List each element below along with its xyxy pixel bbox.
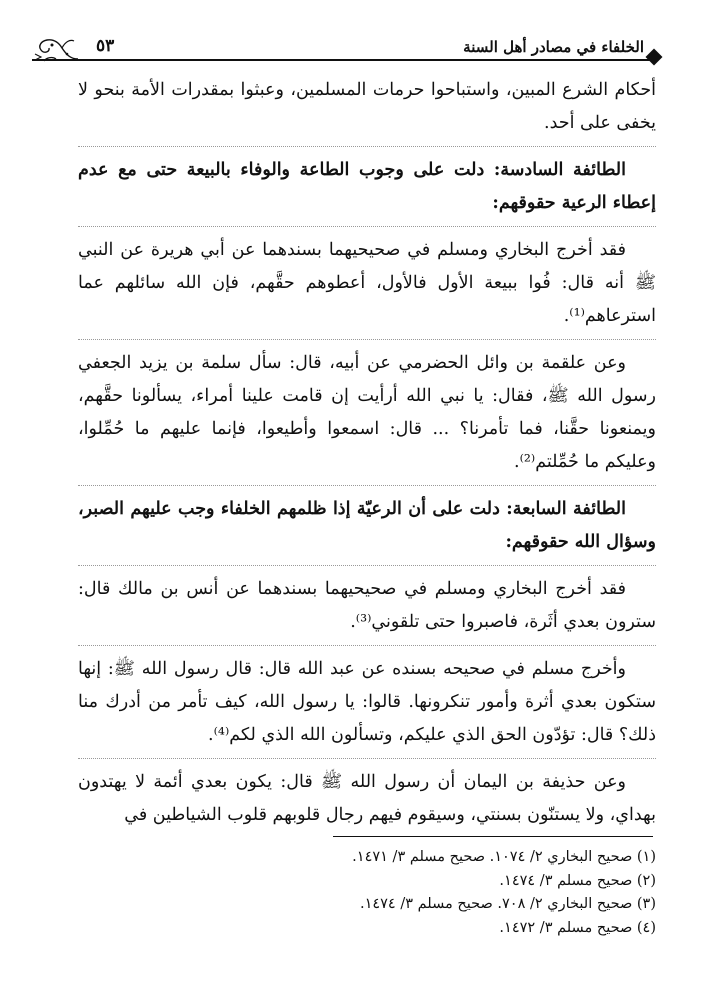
running-title: الخلفاء في مصادر أهل السنة [463,38,644,56]
paragraph-divider [78,226,656,227]
paragraph-divider [78,758,656,759]
header-rule [32,59,650,61]
paragraph-divider [78,485,656,486]
paragraph-divider [78,565,656,566]
section-heading-seven: الطائفة السابعة: دلت على أن الرعيّة إذا ظلمهم الخلفاء وجب عليهم الصبر، وسؤال الله حقوقهم: [78,499,656,552]
footnote: (٤) صحيح مسلم ٣/ ١٤٧٢. [499,919,656,936]
paragraph: وعن حذيفة بن اليمان أن رسول الله ﷺ قال: يكون بعدي أئمة لا يهتدون بهداي، ولا يستنّون بسنتي، وسيقوم فيهم رجال قلوبهم قلوب الشياطين في [78,772,656,825]
paragraph: وأخرج مسلم في صحيحه بسنده عن عبد الله قال: قال رسول الله ﷺ: إنها ستكون بعدي أثرة وأمور تنكرونها. قالوا: يا رسول الله، كيف تأمر من أدرك منا ذلك؟ قال: تؤدّون الحق الذي عليكم، وتسألون الله الذي لكم⁽⁴⁾. [78,659,656,745]
paragraph-divider [78,146,656,147]
footnote: (٣) صحيح البخاري ٢/ ٧٠٨. صحيح مسلم ٣/ ١٤٧٤. [359,896,656,912]
diamond-icon [646,49,663,66]
footnote-rule [333,836,653,837]
footnotes [300,846,656,940]
page-number: ٥٣ [96,36,115,56]
paragraph-continuation: أحكام الشرع المبين، واستباحوا حرمات المسلمين، وعبثوا بمقدرات الأمة بنحو لا يخفى على أحد. [78,80,656,133]
paragraph-divider [78,339,656,340]
section-heading-six: الطائفة السادسة: دلت على وجوب الطاعة والوفاء بالبيعة حتى مع عدم إعطاء الرعية حقوقهم: [78,160,656,213]
running-header [32,34,660,64]
paragraph: فقد أخرج البخاري ومسلم في صحيحيهما بسندهما عن أبي هريرة عن النبي ﷺ أنه قال: فُوا ببيعة الأول فالأول، أعطوهم حقَّهم، فإن الله سائلهم عما استرعاهم⁽¹⁾. [78,240,656,326]
body-text [78,74,656,832]
footnote: (٢) صحيح مسلم ٣/ ١٤٧٤. [499,872,656,889]
footnote: (١) صحيح البخاري ٢/ ١٠٧٤. صحيح مسلم ٣/ ١٤٧١. [352,849,656,865]
paragraph: وعن علقمة بن وائل الحضرمي عن أبيه، قال: سأل سلمة بن يزيد الجعفي رسول الله ﷺ، فقال: يا نبي الله أرأيت إن قامت علينا أمراء، يسألونا حقَّهم، ويمنعونا حقَّنا، فما تأمرنا؟ ... قال: اسمعوا وأطيعوا، فإنما عليهم ما حُمِّلوا، وعليكم ما حُمِّلتم⁽²⁾. [78,353,656,472]
paragraph-divider [78,645,656,646]
paragraph: فقد أخرج البخاري ومسلم في صحيحيهما بسندهما عن أنس بن مالك قال: سترون بعدي أثَرة، فاصبروا حتى تلقوني⁽³⁾. [78,579,656,632]
